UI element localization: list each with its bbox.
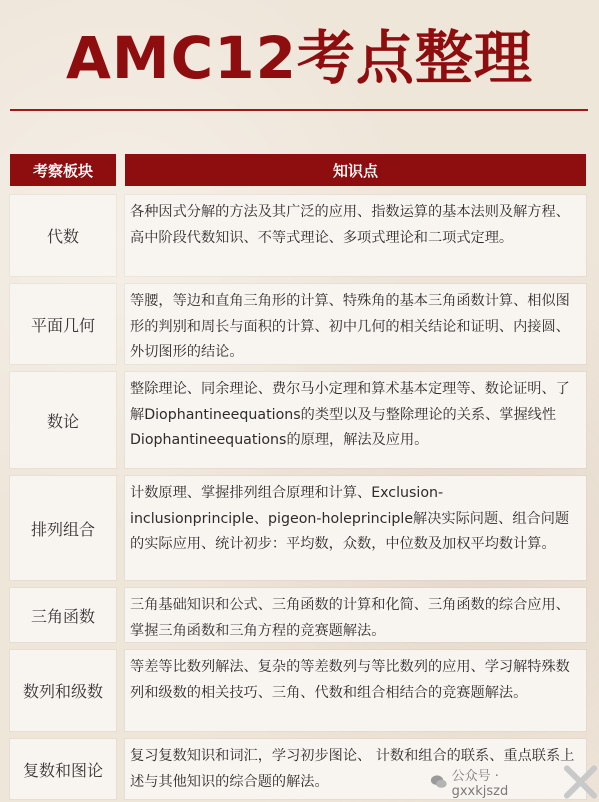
wechat-icon <box>430 773 448 791</box>
watermark-text: 公众号 · gxxkjszd <box>451 769 509 799</box>
page-title: AMC12考点整理 <box>66 24 533 92</box>
table-row-topic: 复数和图论 <box>10 739 116 799</box>
table-row-content: 复习复数知识和词汇，学习初步图论、 计数和组合的联系、重点联系上述与其他知识的综合题的解法。 <box>125 739 586 799</box>
table-row-topic: 排列组合 <box>10 476 116 580</box>
table-header-content: 知识点 <box>125 154 586 186</box>
table-row-content: 各种因式分解的方法及其广泛的应用、指数运算的基本法则及解方程、高中阶段代数知识、不等式理论、多项式理论和二项式定理。 <box>125 195 586 276</box>
table-row-content: 三角基础知识和公式、三角函数的计算和化简、三角函数的综合应用、掌握三角函数和三角方程的竞赛题解法。 <box>125 588 586 642</box>
title-divider <box>10 109 588 111</box>
watermark <box>430 762 599 802</box>
table-row-topic: 数论 <box>10 372 116 468</box>
table-row-content: 计数原理、掌握排列组合原理和计算、Exclusion-inclusionprinciple、pigeon-holeprinciple解决实际问题、组合问题的实际应用、统计初步：平均数，众数，中位数及加权平均数计算。 <box>125 476 586 580</box>
table-row-topic: 三角函数 <box>10 588 116 642</box>
table-header-topic: 考察板块 <box>10 154 116 186</box>
table-row-content: 等腰，等边和直角三角形的计算、特殊角的基本三角函数计算、相似图形的判别和周长与面积的计算、初中几何的相关结论和证明、内接圆、外切图形的结论。 <box>125 284 586 364</box>
table-row-content: 等差等比数列解法、复杂的等差数列与等比数列的应用、学习解特殊数列和级数的相关技巧、三角、代数和组合相结合的竞赛题解法。 <box>125 650 586 731</box>
table-row-topic: 平面几何 <box>10 284 116 364</box>
table-row-topic: 数列和级数 <box>10 650 116 731</box>
table-row-content: 整除理论、同余理论、费尔马小定理和算术基本定理等、数论证明、了解Diophantineequations的类型以及与整除理论的关系、掌握线性Diophantineequations的原理，解法及应用。 <box>125 372 586 468</box>
table-row-topic: 代数 <box>10 195 116 276</box>
logo-icon <box>561 762 599 802</box>
